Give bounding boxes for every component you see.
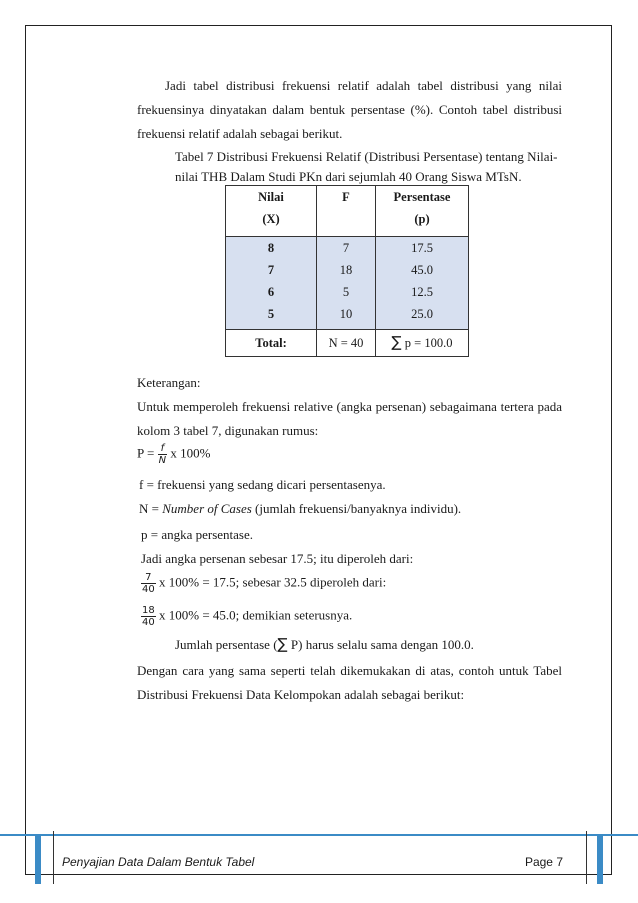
cell-x: 7: [267, 263, 275, 277]
column-p-values: [376, 237, 469, 330]
cell-p: 17.5: [411, 241, 433, 255]
page-number: Page 7: [524, 855, 563, 869]
example-intro: Jadi angka persenan sebesar 17.5; itu diperoleh dari:: [141, 551, 414, 566]
table-caption-line-2: nilai THB Dalam Studi PKn dari sejumlah 40 Orang Siswa MTsN.: [175, 169, 522, 184]
total-n: N = 40: [317, 330, 376, 357]
cell-p: 25.0: [411, 307, 433, 321]
notes-line-1: Untuk memperoleh frekuensi relative (angka persenan) sebagaimana tertera pada: [137, 399, 562, 414]
sigma-icon: ∑: [277, 635, 288, 653]
intro-line-3: frekuensi relatif adalah sebagai berikut.: [137, 126, 343, 141]
notes-line-2: kolom 3 tabel 7, digunakan rumus:: [137, 423, 319, 438]
footer-left-bar: [35, 836, 41, 884]
definition-n: N = Number of Cases (jumlah frekuensi/banyaknya individu).: [139, 501, 462, 516]
cell-f: 7: [342, 241, 350, 255]
formula-fraction: $\frac{f}{N}$: [158, 443, 167, 466]
closing-line-2: Distribusi Frekuensi Data Kelompokan adalah sebagai berikut:: [137, 687, 465, 702]
table-data-row: [226, 237, 469, 330]
frequency-table: [225, 185, 469, 357]
cell-p: 12.5: [411, 285, 433, 299]
cell-x: 5: [267, 307, 275, 321]
table-total-row: [226, 330, 469, 357]
column-x-values: [226, 237, 317, 330]
total-label: Total:: [226, 330, 317, 357]
sigma-icon: ∑: [391, 333, 402, 351]
closing-line-1: Dengan cara yang sama seperti telah dikemukakan di atas, contoh untuk Tabel: [137, 663, 562, 678]
example-1: $\frac{7}{40}$ x 100% = 17.5; sebesar 32.5 diperoleh dari:: [142, 572, 387, 595]
footer-title: Penyajian Data Dalam Bentuk Tabel: [62, 855, 255, 869]
example-1-fraction: $\frac{7}{40}$: [142, 572, 155, 595]
cell-x: 8: [267, 241, 275, 255]
cell-x: 6: [267, 285, 275, 299]
header-nilai: Nilai (X): [226, 186, 317, 237]
definition-p: p = angka persentase.: [141, 527, 254, 542]
cell-f: 10: [339, 307, 353, 321]
cell-f: 5: [342, 285, 350, 299]
definition-f: f = frekuensi yang sedang dicari persentasenya.: [139, 477, 386, 492]
cell-p: 45.0: [411, 263, 433, 277]
percentage-formula: P = $\frac{f}{N}$ x 100%: [137, 443, 211, 466]
table-caption-line-1: Tabel 7 Distribusi Frekuensi Relatif (Distribusi Persentase) tentang Nilai-: [175, 149, 558, 164]
intro-line-2: frekuensinya dinyatakan dalam bentuk persentase (%). Contoh tabel distribusi: [137, 102, 562, 117]
cell-f: 18: [339, 263, 353, 277]
footer-right-bar: [597, 836, 603, 884]
total-sum: ∑ p = 100.0: [376, 330, 469, 357]
column-f-values: [317, 237, 376, 330]
sum-statement: Jumlah persentase (∑ P) harus selalu sama dengan 100.0.: [175, 635, 474, 653]
example-2: $\frac{18}{40}$ x 100% = 45.0; demikian seterusnya.: [142, 605, 353, 628]
intro-line-1: Jadi tabel distribusi frekuensi relatif adalah tabel distribusi yang nilai: [165, 78, 562, 93]
keterangan-label: Keterangan:: [137, 375, 201, 390]
header-persentase: Persentase (p): [376, 186, 469, 237]
example-2-fraction: $\frac{18}{40}$: [142, 605, 155, 628]
header-f: F: [317, 186, 376, 237]
table-header-row: [226, 186, 469, 237]
